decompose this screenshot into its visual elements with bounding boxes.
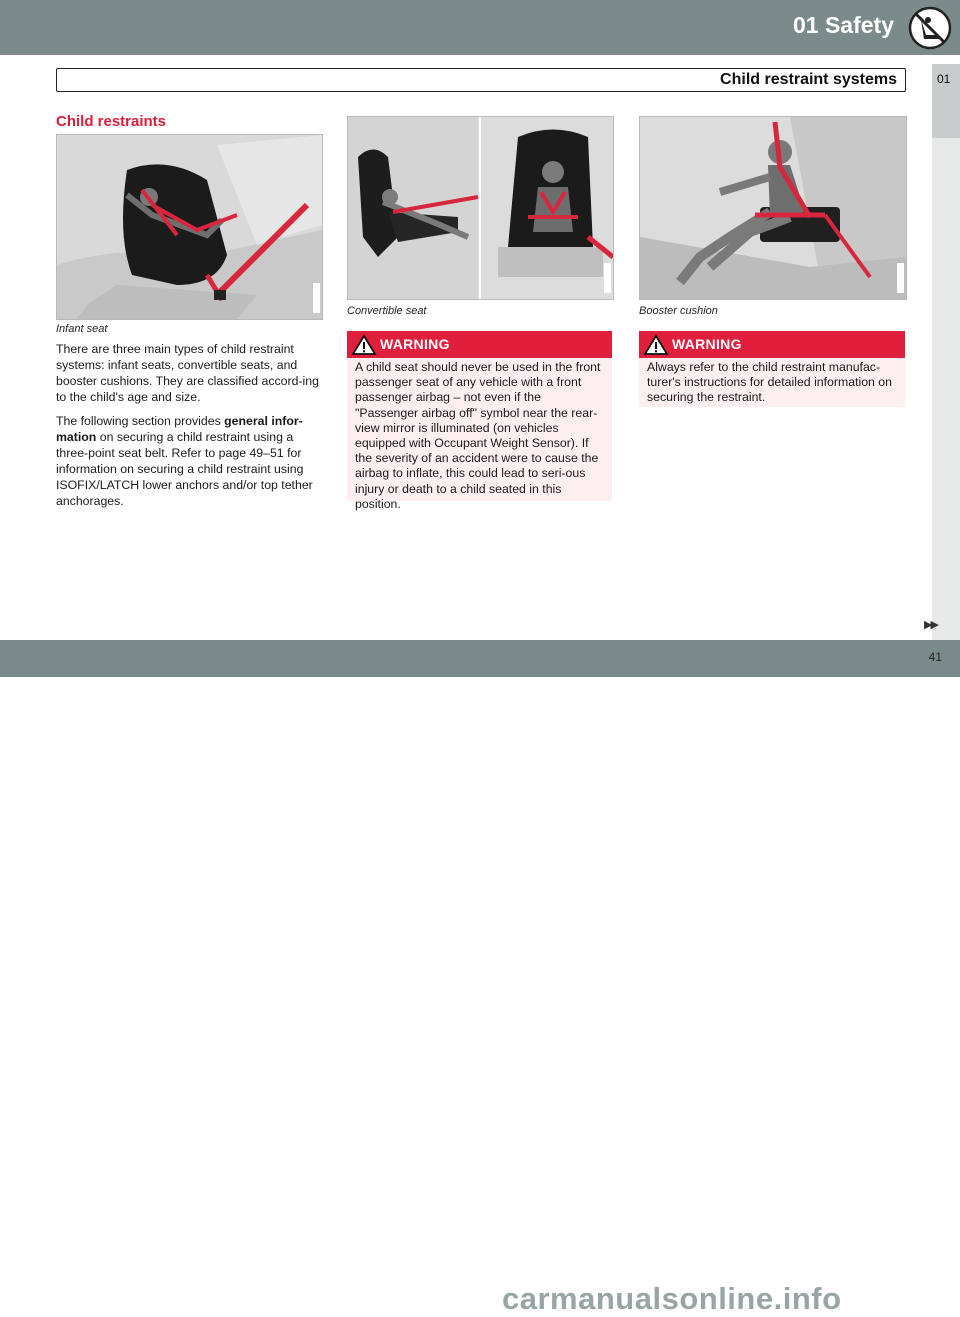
booster-cushion-image <box>639 116 907 300</box>
warning-title: WARNING <box>380 336 450 352</box>
section-heading: Child restraints <box>56 113 167 130</box>
no-child-seat-icon <box>907 5 953 51</box>
body-text-run: on securing a child restraint using a three-point seat belt. Refer to page 49–51 for information on securing a child restraint using ISOFIX/LATCH lower anchors and/or top tether anchorages. <box>56 430 313 508</box>
page-number: 41 <box>928 650 942 664</box>
warning-triangle-icon <box>351 334 377 356</box>
figure-caption: Infant seat <box>56 323 108 335</box>
next-page-arrows-icon[interactable]: ▶▶ <box>924 619 937 631</box>
body-text <box>56 341 321 517</box>
figure-code <box>604 263 611 293</box>
infant-seat-image <box>56 134 323 320</box>
booster-cushion-illustration <box>640 117 906 299</box>
chapter-header-bar <box>0 0 960 55</box>
footer-bar <box>0 640 960 1316</box>
side-strip <box>932 138 960 640</box>
warning-box <box>639 331 905 407</box>
warning-triangle-icon <box>643 334 669 356</box>
body-paragraph <box>56 413 321 509</box>
chapter-title: 01 Safety <box>792 12 894 38</box>
convertible-seat-illustration <box>348 117 613 299</box>
infant-seat-illustration <box>57 135 322 319</box>
section-title-box <box>56 68 906 92</box>
watermark: carmanualsonline.info <box>502 1281 842 1316</box>
body-bold-run: general infor-mation <box>56 414 303 444</box>
warning-text: A child seat should never be used in the front passenger seat of any vehicle with a front passenger airbag – not even if the "Passenger airbag off" symbol near the rear-view mirror is illuminated (on vehicles equipped with Occupant Weight Sensor). If the severity of an accident were to cause the airbag to inflate, this could lead to seri-ous injury or death to a child seated in this position. <box>355 360 601 511</box>
section-title: Child restraint systems <box>720 71 897 88</box>
warning-header <box>639 331 905 358</box>
convertible-seat-image <box>347 116 614 300</box>
warning-title: WARNING <box>672 336 742 352</box>
body-text-run: The following section provides <box>56 414 225 428</box>
warning-header <box>347 331 612 358</box>
figure-caption: Booster cushion <box>639 305 718 317</box>
warning-box <box>347 331 612 511</box>
body-paragraph: There are three main types of child restraint systems: infant seats, convertible seats, and booster cushions. They are classified accord-ing to the child's age and size. <box>56 342 319 404</box>
figure-code <box>313 283 320 313</box>
chapter-tab[interactable] <box>932 64 960 138</box>
warning-text: Always refer to the child restraint manufac-turer's instructions for detailed information on securing the restraint. <box>647 360 892 405</box>
figure-code <box>897 263 904 293</box>
figure-caption: Convertible seat <box>347 305 427 317</box>
chapter-tab-label: 01 <box>937 72 951 86</box>
